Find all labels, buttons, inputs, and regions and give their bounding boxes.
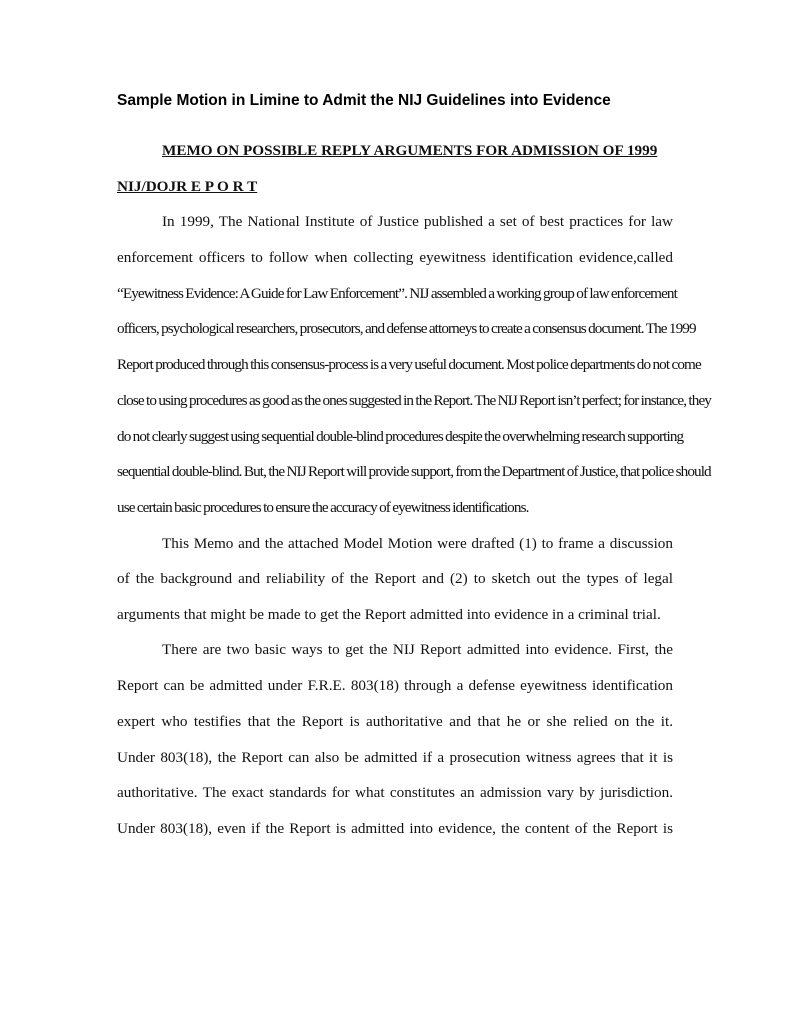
paragraph-3-line-3: expert who testifies that the Report is authoritative and that he or she relied on the it. xyxy=(117,713,673,730)
paragraph-1-line-4: officers, psychological researchers, prosecutors, and defense attorneys to create a consensus document. The 1999 xyxy=(117,320,696,337)
paragraph-1-line-9: use certain basic procedures to ensure the accuracy of eyewitness identifications. xyxy=(117,499,529,516)
paragraph-3-line-4: Under 803(18), the Report can also be admitted if a prosecution witness agrees that it is xyxy=(117,749,673,766)
paragraph-3-line-5: authoritative. The exact standards for what constitutes an admission vary by jurisdiction. xyxy=(117,784,673,801)
paragraph-1-line-5: Report produced through this consensus-process is a very useful document. Most police departments do not come xyxy=(117,356,701,373)
memo-heading-line-1: MEMO ON POSSIBLE REPLY ARGUMENTS FOR ADMISSION OF 1999 xyxy=(162,142,658,159)
paragraph-1-line-8: sequential double-blind. But, the NIJ Report will provide support, from the Department of Justice, that police should xyxy=(117,463,711,480)
paragraph-1-line-2: enforcement officers to follow when collecting eyewitness identification evidence,called xyxy=(117,249,673,266)
memo-heading-line-2: NIJ/DOJR E P O R T xyxy=(117,178,258,195)
paragraph-2-line-1: This Memo and the attached Model Motion were drafted (1) to frame a discussion xyxy=(162,535,673,552)
paragraph-3-line-1: There are two basic ways to get the NIJ Report admitted into evidence. First, the xyxy=(162,641,673,658)
paragraph-1-line-3: “Eyewitness Evidence: A Guide for Law Enforcement”. NIJ assembled a working group of law enforcement xyxy=(117,285,677,302)
paragraph-3-line-2: Report can be admitted under F.R.E. 803(18) through a defense eyewitness identification xyxy=(117,677,673,694)
paragraph-2-line-2: of the background and reliability of the Report and (2) to sketch out the types of legal xyxy=(117,570,673,587)
paragraph-3-line-6: Under 803(18), even if the Report is admitted into evidence, the content of the Report is xyxy=(117,820,673,837)
paragraph-1-line-6: close to using procedures as good as the ones suggested in the Report. The NIJ Report isn’t perfect; for instance, they xyxy=(117,392,711,409)
paragraph-1-line-1: In 1999, The National Institute of Justice published a set of best practices for law xyxy=(162,213,673,230)
document-title: Sample Motion in Limine to Admit the NIJ Guidelines into Evidence xyxy=(117,92,611,109)
paragraph-1-line-7: do not clearly suggest using sequential double-blind procedures despite the overwhelming research supporting xyxy=(117,428,684,445)
paragraph-2-line-3: arguments that might be made to get the Report admitted into evidence in a criminal trial. xyxy=(117,606,661,623)
